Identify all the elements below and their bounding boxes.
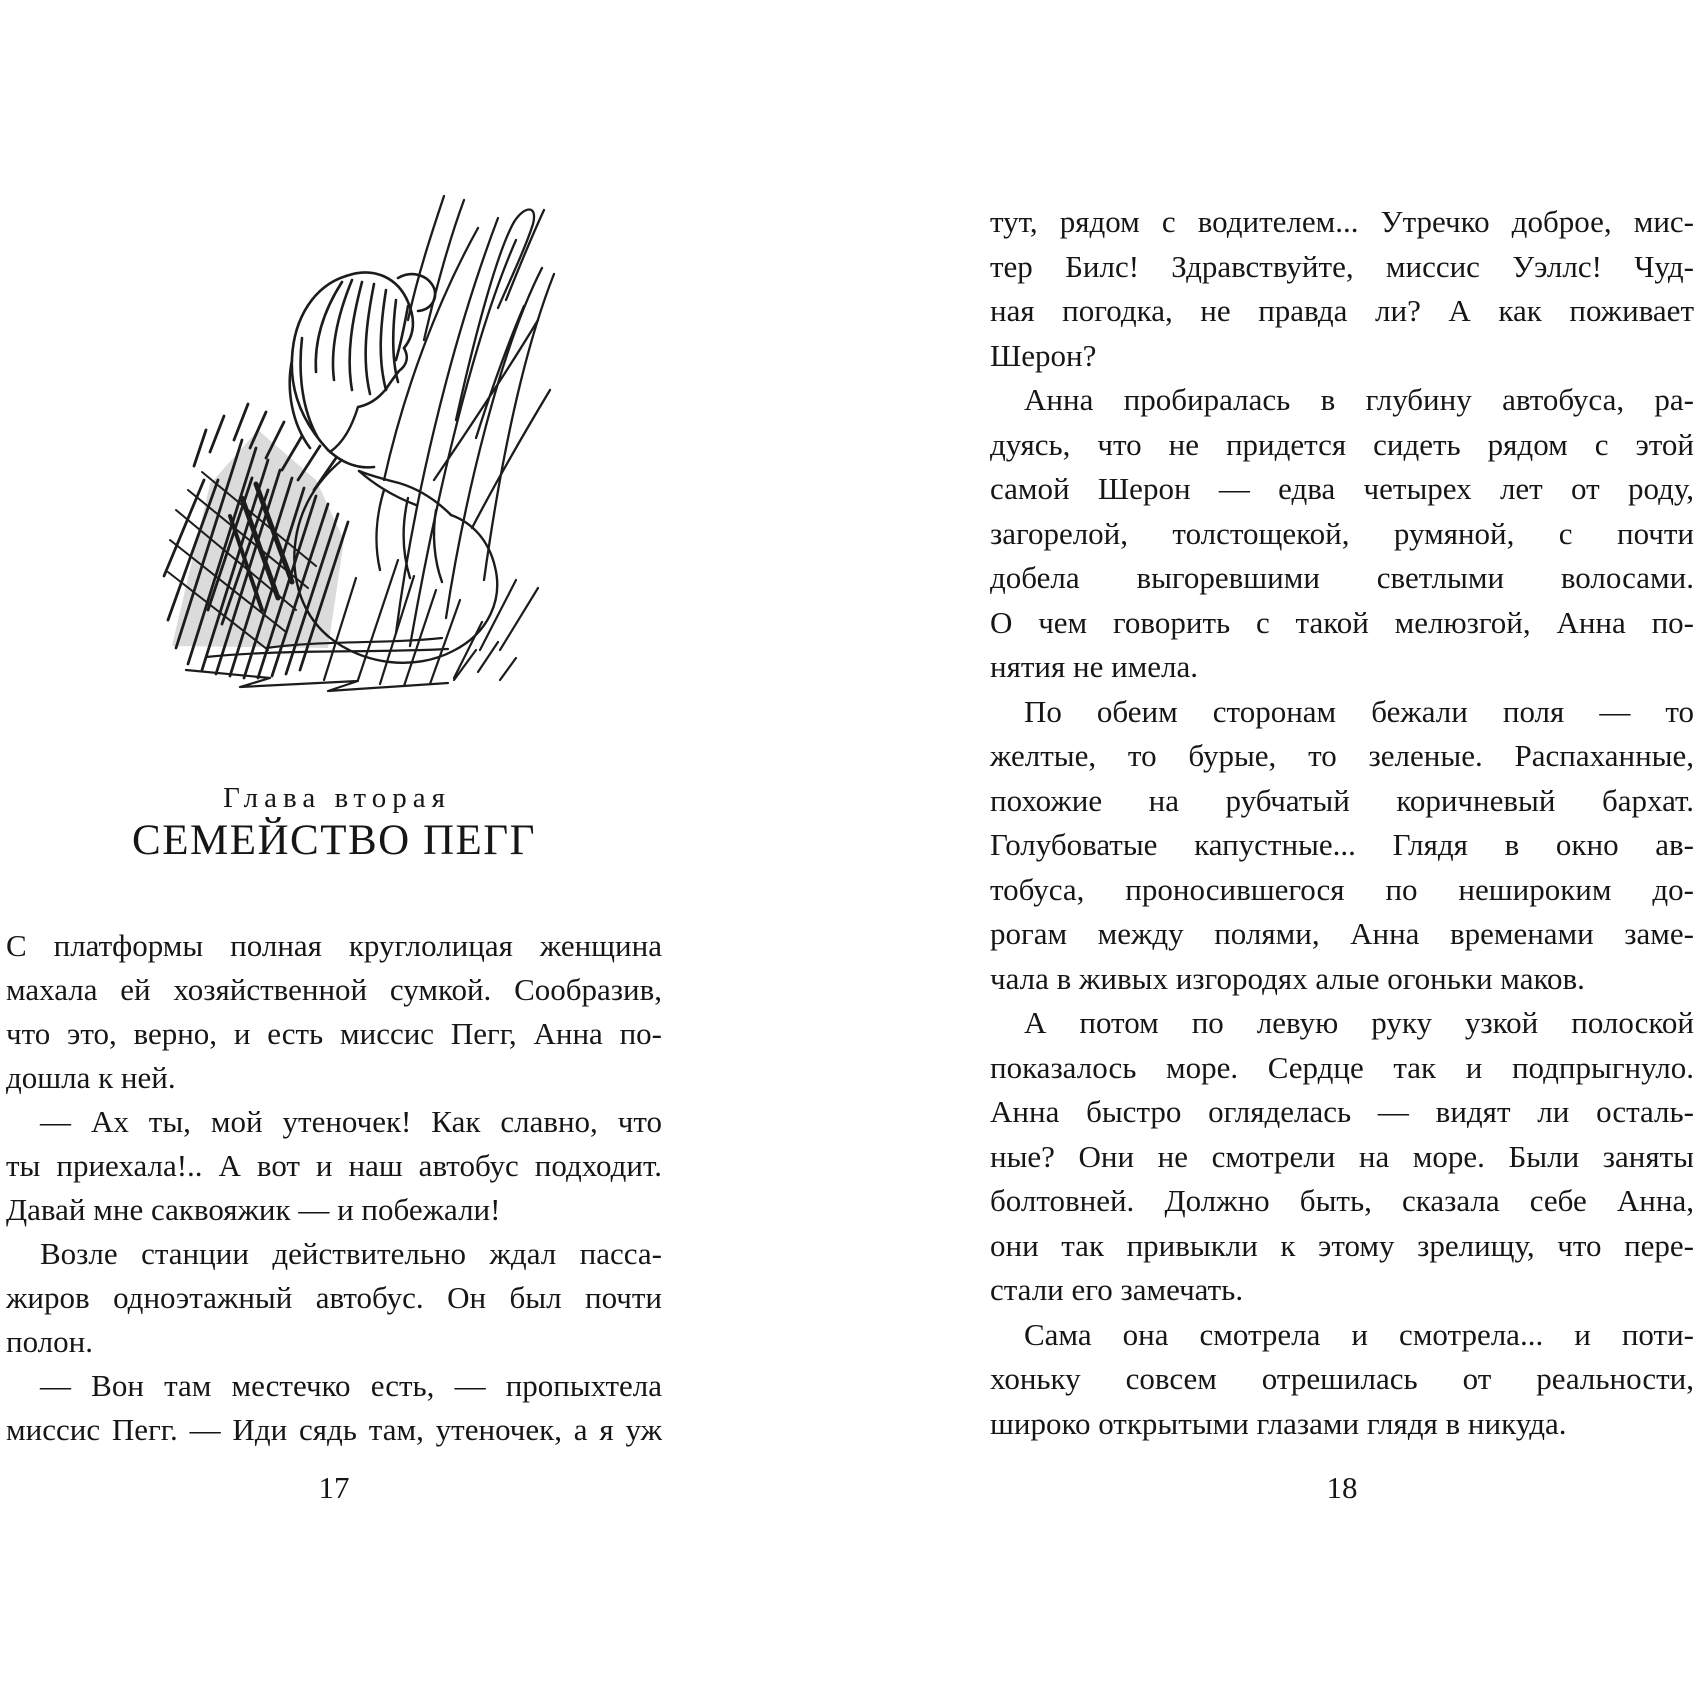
text-line: миссис Пегг. — Иди сядь там, утеночек, а я уж	[6, 1412, 662, 1447]
text-line: самой Шерон — едва четырех лет от роду,	[990, 471, 1694, 506]
text-line: — Ах ты, мой утеночек! Как славно, что	[40, 1104, 662, 1139]
chapter-title: СЕМЕЙСТВО ПЕГГ	[132, 817, 536, 864]
right-page	[990, 0, 1694, 1700]
text-line: стали его замечать.	[990, 1272, 1244, 1307]
left-page	[6, 0, 662, 1700]
text-line: рогам между полями, Анна временами заме-	[990, 916, 1694, 951]
foreground-grass-strokes	[324, 560, 538, 686]
text-line: Сама она смотрела и смотрела... и поти-	[1024, 1316, 1694, 1352]
text-line: тер Билс! Здравствуйте, миссис Уэллс! Чуд-	[990, 248, 1694, 284]
text-line: они так привыкли к этому зрелищу, что пере-	[990, 1227, 1694, 1263]
text-line: тобуса, проносившегося по нешироким до-	[990, 871, 1694, 907]
text-line: — Вон там местечко есть, — пропыхтела	[40, 1368, 662, 1403]
text-line: показалось море. Сердце так и подпрыгнуло.	[990, 1049, 1694, 1085]
text-line: Шерон?	[990, 337, 1097, 373]
left-page-number: 17	[318, 1470, 350, 1505]
text-line: похожие на рубчатый коричневый бархат.	[990, 782, 1694, 818]
text-line: нятия не имела.	[990, 649, 1199, 684]
text-line: махала ей хозяйственной сумкой. Сообразив,	[6, 972, 662, 1007]
text-line: добела выгоревшими светлыми волосами.	[990, 560, 1694, 595]
text-line: дошла к ней.	[6, 1060, 176, 1095]
text-line: Голубоватые капустные... Глядя в окно ав-	[990, 827, 1694, 862]
right-page-number: 18	[1326, 1470, 1358, 1505]
girl-in-grass-sketch	[146, 178, 566, 693]
text-line: О чем говорить с такой мелюзгой, Анна по-	[990, 604, 1694, 640]
text-line: полон.	[6, 1324, 93, 1359]
text-line: ные? Они не смотрели на море. Были заняты	[990, 1138, 1694, 1174]
text-line: хоньку совсем отрешилась от реальности,	[990, 1361, 1694, 1396]
chapter-label: Глава вторая	[223, 782, 451, 814]
text-line: болтовней. Должно быть, сказала себе Анна,	[990, 1183, 1694, 1218]
chapter-illustration	[146, 178, 566, 693]
text-line: чала в живых изгородях алые огоньки маков.	[990, 960, 1585, 996]
text-line: Анна пробиралась в глубину автобуса, ра-	[1024, 382, 1694, 417]
right-page-body	[990, 200, 1694, 1446]
text-line: ная погодка, не правда ли? А как поживает	[990, 293, 1694, 328]
grass-clump-hatching	[164, 404, 348, 678]
text-line: жиров одноэтажный автобус. Он был почти	[6, 1280, 662, 1315]
text-line: широко открытыми глазами глядя в никуда.	[990, 1405, 1567, 1441]
text-line: ты приехала!.. А вот и наш автобус подходит.	[6, 1148, 662, 1183]
text-line: загорелой, толстощекой, румяной, с почти	[990, 515, 1694, 551]
text-line: Анна быстро огляделась — видят ли осталь-	[990, 1094, 1694, 1129]
text-line: По обеим сторонам бежали поля — то	[1024, 693, 1694, 729]
left-page-body	[6, 924, 662, 1452]
text-line: желтые, то бурые, то зеленые. Распаханные,	[990, 738, 1694, 773]
text-line: А потом по левую руку узкой полоской	[1024, 1005, 1694, 1040]
text-line: дуясь, что не придется сидеть рядом с этой	[990, 426, 1694, 462]
text-line: что это, верно, и есть миссис Пегг, Анна по-	[6, 1016, 662, 1051]
text-line: тут, рядом с водителем... Утречко доброе, мис-	[990, 204, 1694, 239]
text-line: С платформы полная круглолицая женщина	[6, 928, 662, 963]
text-line: Давай мне саквояжик — и побежали!	[6, 1192, 501, 1227]
text-line: Возле станции действительно ждал пасса-	[40, 1236, 662, 1271]
